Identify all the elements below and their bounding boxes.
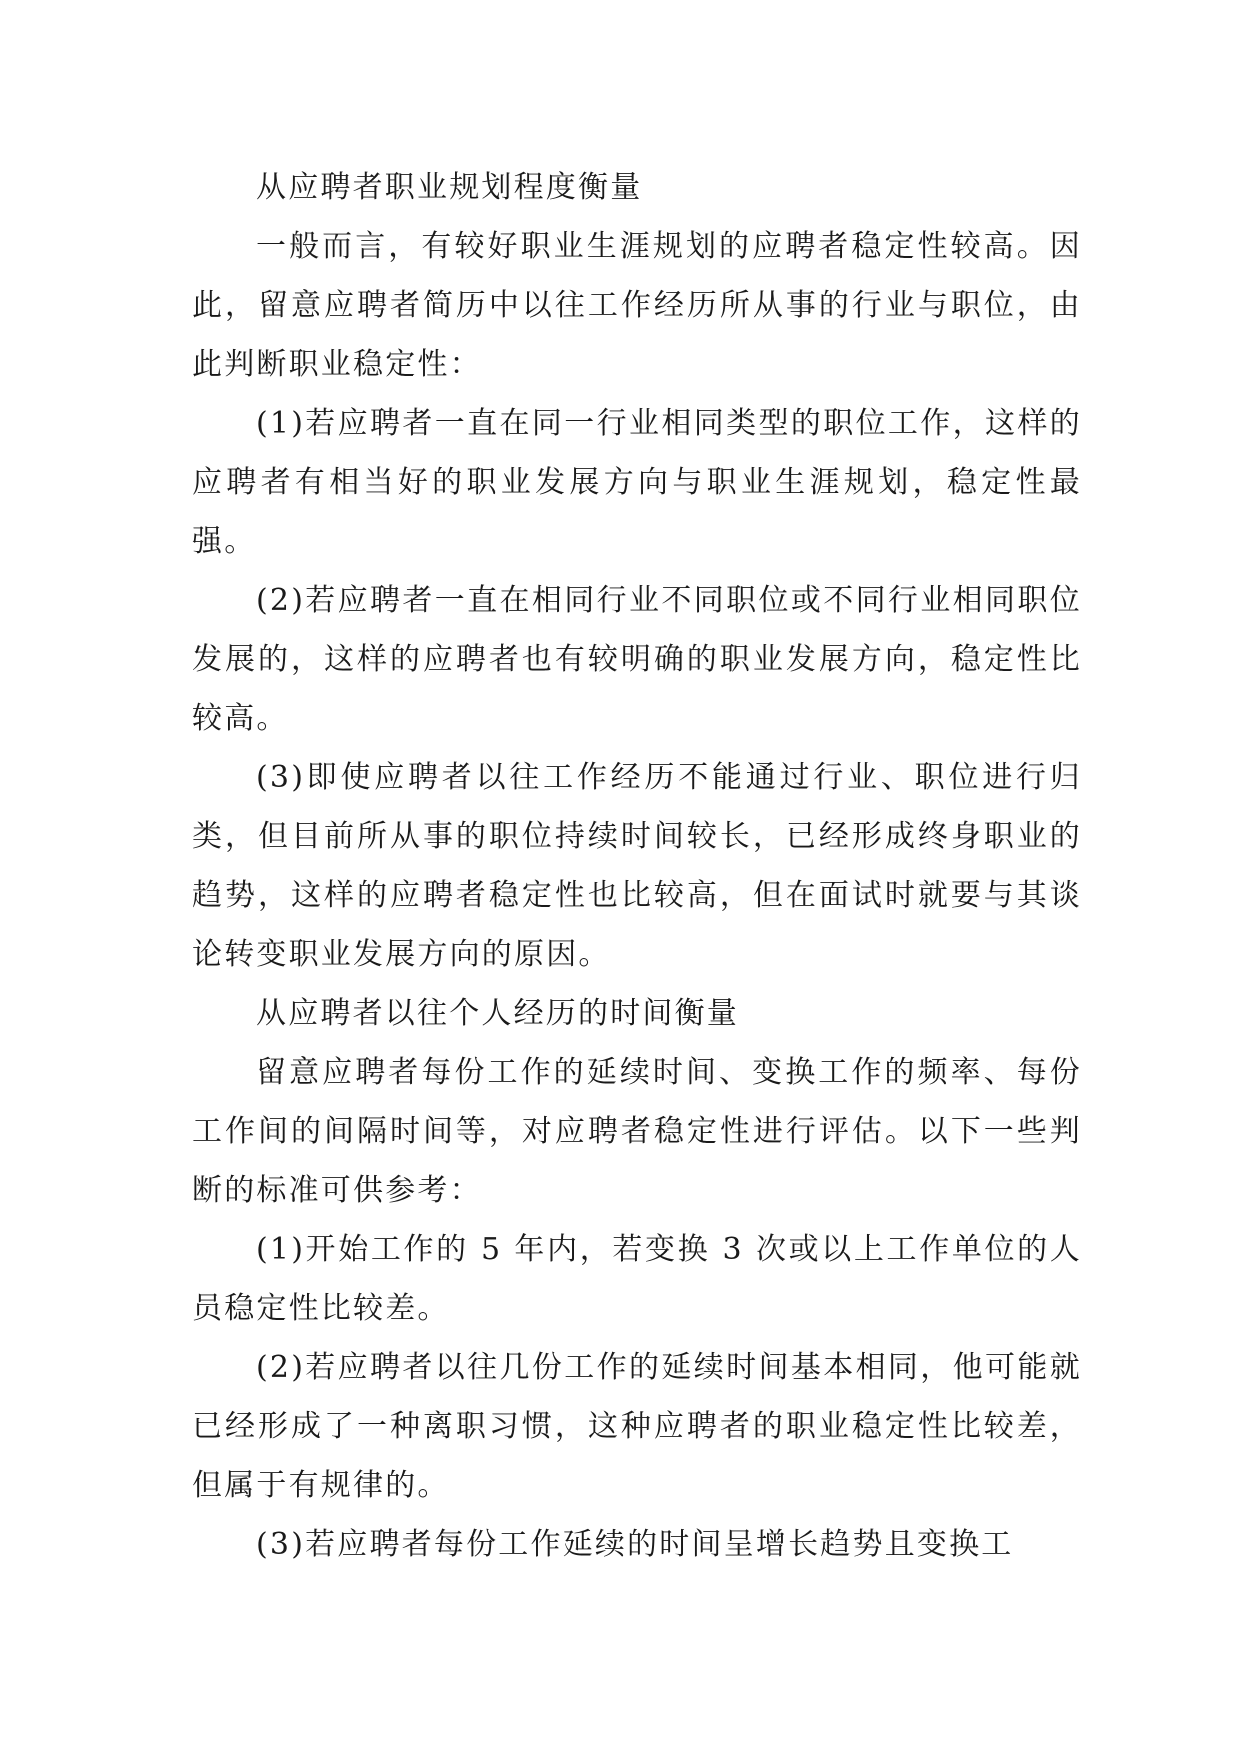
paragraph-career-planning-intro: 一般而言，有较好职业生涯规划的应聘者稳定性较高。因此，留意应聘者简历中以往工作经历所从事的行业与职位，由此判断职业稳定性： [192, 229, 1082, 382]
list-item-time-1: (1)开始工作的 5 年内，若变换 3 次或以上工作单位的人员稳定性比较差。 [192, 1232, 1082, 1326]
list-item-career-1: (1)若应聘者一直在同一行业相同类型的职位工作，这样的应聘者有相当好的职业发展方向与职业生涯规划，稳定性最强。 [192, 406, 1082, 559]
list-item-time-2: (2)若应聘者以往几份工作的延续时间基本相同，他可能就已经形成了一种离职习惯，这种应聘者的职业稳定性比较差，但属于有规律的。 [192, 1350, 1082, 1503]
list-item-career-2: (2)若应聘者一直在相同行业不同职位或不同行业相同职位发展的，这样的应聘者也有较明确的职业发展方向，稳定性比较高。 [192, 583, 1082, 736]
document-body [192, 158, 1082, 1574]
section-heading-career-planning: 从应聘者职业规划程度衡量 [256, 170, 643, 205]
paragraph-work-history-intro: 留意应聘者每份工作的延续时间、变换工作的频率、每份工作间的间隔时间等，对应聘者稳定性进行评估。以下一些判断的标准可供参考： [192, 1055, 1082, 1208]
section-heading-work-history-time: 从应聘者以往个人经历的时间衡量 [256, 996, 739, 1031]
list-item-career-3: (3)即使应聘者以往工作经历不能通过行业、职位进行归类，但目前所从事的职位持续时间较长，已经形成终身职业的趋势，这样的应聘者稳定性也比较高，但在面试时就要与其谈论转变职业发展方向的原因。 [192, 760, 1082, 972]
list-item-time-3: (3)若应聘者每份工作延续的时间呈增长趋势且变换工 [256, 1527, 1014, 1562]
